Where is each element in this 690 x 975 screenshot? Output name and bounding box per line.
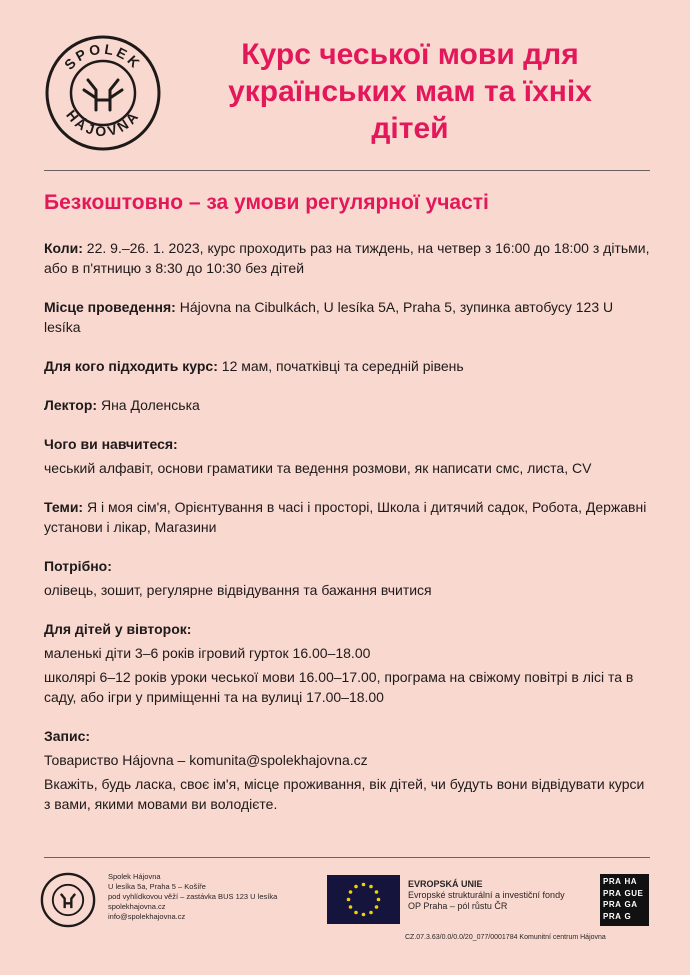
eu-star-icon bbox=[347, 898, 351, 902]
praha-cell: G bbox=[624, 911, 632, 921]
praha-cell: PRA bbox=[603, 877, 622, 886]
learn-block bbox=[44, 434, 650, 478]
eu-star-icon bbox=[349, 890, 353, 894]
place-paragraph bbox=[44, 297, 650, 337]
eu-star-icon bbox=[375, 905, 379, 909]
kids-label: Для дітей у вівторок: bbox=[44, 621, 192, 637]
audience-value: 12 мам, початківці та середній рівень bbox=[217, 358, 464, 374]
praha-cell: PRA bbox=[603, 900, 622, 909]
top-divider bbox=[44, 170, 650, 171]
needed-label: Потрібно: bbox=[44, 558, 112, 574]
eu-star-icon bbox=[362, 913, 366, 917]
eu-star-icon bbox=[362, 883, 366, 887]
eu-flag-icon bbox=[327, 875, 400, 924]
page-title: Курс чеської мови для українських мам та їхніх дітей bbox=[228, 38, 592, 145]
subtitle: Безкоштовно – за умови регулярної участі bbox=[44, 191, 489, 214]
footer-addr-1: U lesíka 5a, Praha 5 – Košíře bbox=[108, 882, 206, 891]
footer-org: Spolek Hájovna bbox=[108, 872, 161, 881]
eu-line-2: Evropské strukturální a investiční fondy bbox=[408, 890, 565, 900]
learn-label: Чого ви навчитеся: bbox=[44, 436, 178, 452]
topics-value: Я і моя сім'я, Орієнтування в часі і просторі, Школа і дитячий садок, Робота, Державні установи і лікар, Магазини bbox=[44, 499, 647, 535]
eu-funding-text bbox=[408, 879, 598, 912]
praha-cell: GUE bbox=[624, 888, 644, 898]
bottom-divider bbox=[44, 857, 650, 858]
kids-line-1: маленькі діти 3–6 років ігровий гурток 16.00–18.00 bbox=[44, 645, 371, 661]
signup-contact: Товариство Hájovna – komunita@spolekhajovna.cz bbox=[44, 752, 368, 768]
eu-star-icon bbox=[369, 911, 373, 915]
course-details bbox=[44, 238, 650, 833]
kids-block bbox=[44, 619, 650, 707]
topics-paragraph bbox=[44, 497, 650, 537]
eu-star-icon bbox=[369, 885, 373, 889]
audience-paragraph bbox=[44, 356, 650, 376]
logo-bottom-text: HÁJOVNA bbox=[63, 106, 143, 140]
eu-star-icon bbox=[377, 898, 381, 902]
lecturer-paragraph bbox=[44, 395, 650, 415]
praha-cell: PRA bbox=[603, 888, 622, 898]
lecturer-value: Яна Доленська bbox=[97, 397, 200, 413]
eu-star-icon bbox=[349, 905, 353, 909]
praha-logo bbox=[600, 874, 649, 926]
learn-value: чеський алфавіт, основи граматики та ведення розмови, як написати смс, листа, CV bbox=[44, 460, 592, 476]
project-code: CZ.07.3.63/0.0/0.0/20_077/0001784 Komunitní centrum Hájovna bbox=[405, 934, 606, 941]
footer-addr-2: pod vyhlídkovou věží – zastávka BUS 123 U lesíka bbox=[108, 892, 278, 901]
eu-star-icon bbox=[354, 911, 358, 915]
when-label: Коли: bbox=[44, 240, 83, 256]
lecturer-label: Лектор: bbox=[44, 397, 98, 413]
praha-cell: GA bbox=[624, 900, 638, 909]
place-label: Місце проведення: bbox=[44, 299, 176, 315]
when-value: 22. 9.–26. 1. 2023, курс проходить раз на тиждень, на четвер з 16:00 до 18:00 з дітьми, або в п'ятницю з 8:30 до 10:30 без дітей bbox=[44, 240, 650, 276]
footer-web[interactable]: spolekhajovna.cz bbox=[108, 902, 166, 911]
praha-cell: HA bbox=[624, 877, 638, 886]
audience-label: Для кого підходить курс: bbox=[44, 358, 218, 374]
eu-star-icon bbox=[375, 890, 379, 894]
when-paragraph bbox=[44, 238, 650, 278]
place-value: Hájovna na Cibulkách, U lesíka 5A, Praha 5, зупинка автобусу 123 U lesíka bbox=[44, 299, 614, 335]
topics-label: Теми: bbox=[44, 499, 84, 515]
signup-label: Запис: bbox=[44, 728, 91, 744]
eu-line-1: EVROPSKÁ UNIE bbox=[408, 879, 483, 889]
signup-instructions: Вкажіть, будь ласка, своє ім'я, місце проживання, вік дітей, чи будуть вони відвідувати курси з вами, якими мовами ви володієте. bbox=[44, 776, 645, 812]
logo-top-text: SPOLEK bbox=[61, 40, 145, 73]
kids-line-2: школярі 6–12 років уроки чеської мови 16.00–17.00, програма на свіжому повітрі в лісі та в саду, або ігри у приміщенні та на вулиці 17.00–18.00 bbox=[44, 669, 634, 705]
praha-cell: PRA bbox=[603, 911, 622, 921]
footer-address bbox=[108, 872, 308, 922]
eu-line-3: OP Praha – pól růstu ČR bbox=[408, 901, 508, 911]
eu-star-icon bbox=[354, 885, 358, 889]
needed-block bbox=[44, 556, 650, 600]
signup-block bbox=[44, 726, 650, 814]
svg-text:HÁJOVNA bbox=[63, 107, 143, 139]
spolek-hajovna-logo bbox=[44, 34, 162, 152]
needed-value: олівець, зошит, регулярне відвідування та бажання вчитися bbox=[44, 582, 432, 598]
footer-logo bbox=[40, 872, 96, 928]
footer-email[interactable]: info@spolekhajovna.cz bbox=[108, 912, 186, 921]
